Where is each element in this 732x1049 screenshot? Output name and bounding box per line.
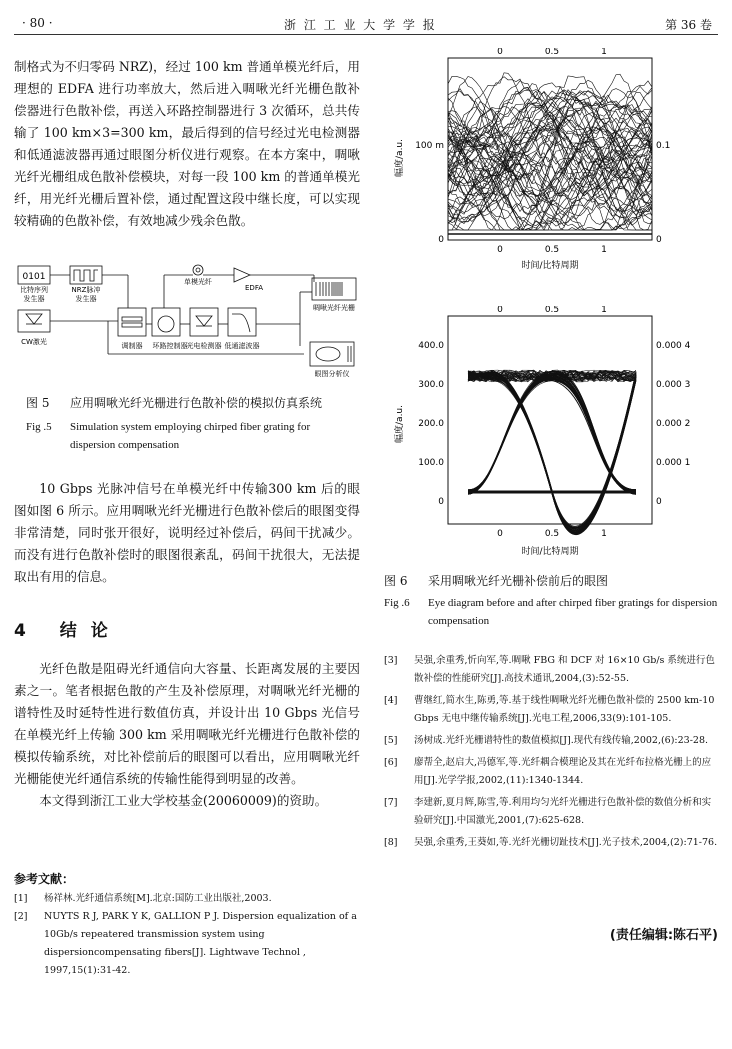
low-pass-filter bbox=[225, 308, 260, 350]
bot-xtick-05-top: 0.5 bbox=[544, 306, 560, 315]
eye-trace bbox=[468, 372, 636, 527]
references-left bbox=[14, 890, 360, 980]
eye-trace bbox=[468, 374, 636, 534]
eye-trace bbox=[468, 372, 636, 533]
eye-trace bbox=[468, 374, 636, 531]
eye-trace bbox=[468, 372, 636, 531]
reference-text: 汤树成.光纤光栅谱特性的数值模拟[J].现代有线传输,2002,(6):23-28. bbox=[414, 735, 709, 746]
bot-ytick-400: 400.0 bbox=[418, 341, 444, 351]
bot-xtick-05: 0.5 bbox=[544, 529, 560, 539]
reference-number: [8] bbox=[384, 837, 398, 848]
top-xtick-1-top: 1 bbox=[601, 48, 607, 57]
reference-number: [7] bbox=[384, 797, 398, 808]
bot-ytick-300: 300.0 bbox=[418, 380, 444, 390]
reference-item bbox=[384, 692, 720, 728]
top-ytick-right-0: 0 bbox=[656, 235, 662, 245]
eye-trace bbox=[468, 374, 636, 531]
bot-rtick-0: 0 bbox=[656, 497, 662, 507]
left-column-top bbox=[14, 56, 360, 232]
chirped-fbg bbox=[312, 278, 356, 312]
reference-text: 廖帮全,赵启大,冯德军,等.光纤耦合模理论及其在光纤布拉格光栅上的应用[J].光学学报,2002,(11):1340-1344. bbox=[414, 757, 712, 786]
top-xtick-0: 0 bbox=[497, 245, 503, 255]
fig5-caption-en: Simulation system employing chirped fiber grating for dispersion compensation bbox=[70, 421, 311, 451]
reference-number: [5] bbox=[384, 735, 398, 746]
fig6-caption-zh: 采用啁啾光纤光栅补偿前后的眼图 bbox=[428, 574, 609, 588]
bot-xtick-1: 1 bbox=[601, 529, 607, 539]
figure-6-bottom-eye bbox=[388, 306, 728, 566]
bot-ytick-0: 0 bbox=[438, 497, 444, 507]
reference-text: NUYTS R J, PARK Y K, GALLION P J. Dispersion equalization of a 10Gb/s repeatered transmission system using dispersioncompensating fibers[J]. Lightwave Technol , 1997,15(1):31-42. bbox=[44, 911, 357, 976]
eye-trace bbox=[468, 375, 636, 532]
section-title: 结论 bbox=[59, 621, 122, 641]
svg-text:环路控制器: 环路控制器 bbox=[152, 342, 188, 350]
left-column-middle bbox=[14, 478, 360, 588]
eye-trace bbox=[448, 168, 652, 230]
eye-trace bbox=[468, 372, 636, 532]
reference-number: [4] bbox=[384, 695, 398, 706]
reference-text: 吴强,余重秀,王葵如,等.光纤光栅切趾技术[J].光子技术,2004,(2):71-76. bbox=[414, 837, 718, 848]
reference-text: 李建新,夏月辉,陈雪,等.利用均匀光纤光栅进行色散补偿的数值分析和实验研究[J].中国激光,2001,(7):625-628. bbox=[414, 797, 712, 826]
svg-text:调制器: 调制器 bbox=[121, 342, 143, 350]
reference-item bbox=[384, 834, 720, 852]
figure-6-caption bbox=[384, 570, 720, 630]
eye-trace bbox=[468, 376, 636, 533]
cw-laser bbox=[18, 310, 50, 346]
eye-trace bbox=[468, 373, 636, 531]
top-xtick-0-top: 0 bbox=[497, 48, 503, 57]
fig5-label-zh: 图 5 bbox=[26, 396, 50, 410]
top-eye-traces bbox=[448, 73, 652, 230]
reference-number: [2] bbox=[14, 911, 28, 922]
eye-trace bbox=[468, 373, 636, 526]
reference-number: [3] bbox=[384, 655, 398, 666]
top-ylabel: 幅度/a.u. bbox=[395, 139, 405, 177]
volume-label: 第 36 卷 bbox=[665, 18, 712, 32]
bits-label-1: 比特序列 bbox=[20, 286, 48, 294]
section-number: 4 bbox=[14, 621, 40, 641]
eye-trace bbox=[468, 374, 636, 528]
bot-ytick-200: 200.0 bbox=[418, 419, 444, 429]
reference-item bbox=[384, 732, 720, 750]
top-ytick-0: 0 bbox=[438, 235, 444, 245]
fig6-label-zh: 图 6 bbox=[384, 574, 408, 588]
eye-trace bbox=[468, 374, 636, 533]
eye-trace bbox=[468, 371, 636, 531]
eye-trace bbox=[468, 372, 636, 533]
conclusion bbox=[14, 658, 360, 812]
eye-trace bbox=[468, 373, 636, 531]
eye-trace bbox=[468, 372, 636, 532]
eye-trace bbox=[468, 371, 636, 531]
svg-text:光电检测器: 光电检测器 bbox=[186, 342, 222, 350]
top-xtick-1: 1 bbox=[601, 245, 607, 255]
svg-text:单模光纤: 单模光纤 bbox=[184, 278, 212, 286]
reference-text: 吴强,余重秀,忻向军,等.啁啾 FBG 和 DCF 对 16×10 Gb/s 系统进行色散补偿的性能研究[J].高技术通讯,2004,(3):52-55. bbox=[414, 655, 715, 684]
page-header bbox=[14, 6, 718, 35]
eye-trace bbox=[468, 373, 636, 534]
journal-name: 浙 江 工 业 大 学 学 报 bbox=[284, 18, 437, 32]
eye-analyzer bbox=[310, 342, 354, 378]
figure-6-top-eye bbox=[388, 48, 728, 300]
fig5-label-en: Fig .5 bbox=[26, 421, 52, 433]
figure-5-caption bbox=[26, 392, 346, 454]
bot-xtick-1-top: 1 bbox=[601, 306, 607, 315]
bot-ytick-100: 100.0 bbox=[418, 458, 444, 468]
edfa-amplifier bbox=[234, 268, 263, 292]
eye-trace bbox=[468, 374, 636, 528]
svg-text:EDFA: EDFA bbox=[245, 284, 263, 292]
body-paragraph-2: 10 Gbps 光脉冲信号在单模光纤中传输300 km 后的眼图如图 6 所示。应用啁啾光纤光栅进行色散补偿后的眼图变得非常清楚，同时张开很好，说明经过补偿后，码间干扰减少。而没有进行色散补偿时的眼图很紊乱，码间干扰很大，无法提取出有用的信息。 bbox=[14, 481, 360, 584]
eye-trace bbox=[468, 372, 636, 528]
eye-trace bbox=[468, 374, 636, 534]
svg-text:发生器: 发生器 bbox=[75, 295, 97, 303]
eye-trace bbox=[468, 373, 636, 529]
bit-sequence-generator bbox=[18, 266, 50, 303]
fig6-label-en: Fig .6 bbox=[384, 597, 410, 609]
eye-trace bbox=[468, 371, 636, 529]
bot-rtick-3: 0.000 3 bbox=[656, 380, 691, 390]
bottom-eye-traces bbox=[468, 370, 636, 535]
bot-xtick-0: 0 bbox=[497, 529, 503, 539]
reference-text: 曹继红,简水生,陈勇,等.基于线性啁啾光纤光栅色散补偿的 2500 km-10 Gbps 无电中继传输系统[J].光电工程,2006,33(9):101-105. bbox=[414, 695, 715, 724]
reference-item bbox=[384, 652, 720, 688]
eye-trace bbox=[468, 373, 636, 532]
reference-number: [1] bbox=[14, 893, 28, 904]
modulator bbox=[118, 308, 146, 350]
reference-number: [6] bbox=[384, 757, 398, 768]
eye-trace bbox=[468, 372, 636, 533]
eye-trace bbox=[468, 374, 636, 528]
top-ytick-100m: 100 m bbox=[415, 141, 444, 151]
eye-trace bbox=[468, 372, 636, 533]
references-title: 参考文献： bbox=[14, 872, 75, 886]
bits-code: 0101 bbox=[22, 272, 46, 282]
top-xtick-05-top: 0.5 bbox=[544, 48, 560, 57]
eye-trace bbox=[468, 372, 636, 528]
reference-item bbox=[14, 890, 360, 908]
nrz-pulse-generator bbox=[70, 266, 102, 303]
reference-text: 杨祥林.光纤通信系统[M].北京:国防工业出版社,2003. bbox=[44, 893, 272, 904]
photodetector bbox=[187, 308, 222, 350]
reference-item bbox=[14, 908, 360, 980]
top-ytick-right-01: 0.1 bbox=[656, 141, 671, 151]
eye-trace bbox=[468, 373, 636, 530]
body-paragraph-1: 制格式为不归零码 NRZ)，经过 100 km 普通单模光纤后，用理想的 EDFA 进行功率放大，然后进入啁啾光纤光栅色散补偿器进行色散补偿，再送入环路控制器进行 3 次循环，总共传输了 100 km×3=300 km，最后得到的信号经过光电检测器和低通滤波器再通过眼图分析仪进行观察。在本方案中，啁啾光纤光栅组成色散补偿模块，对每一段 100 km 的普通单模光纤，用光纤光栅后置补偿，通过配置这段中继长度，可以实现较精确的色散补偿，有效地减少残余色散。 bbox=[14, 59, 360, 228]
bits-label-2: 发生器 bbox=[23, 295, 45, 303]
acknowledgement: 本文得到浙江工业大学校基金(20060009)的资助。 bbox=[39, 793, 328, 808]
fig5-caption-zh: 应用啁啾光纤光栅进行色散补偿的模拟仿真系统 bbox=[70, 396, 323, 410]
references-right bbox=[384, 652, 720, 856]
svg-text:NRZ脉冲: NRZ脉冲 bbox=[71, 286, 101, 294]
top-xtick-05: 0.5 bbox=[544, 245, 560, 255]
svg-text:啁啾光纤光栅: 啁啾光纤光栅 bbox=[313, 304, 355, 312]
bot-ylabel: 幅度/a.u. bbox=[395, 405, 405, 443]
eye-trace bbox=[468, 374, 636, 528]
bot-rtick-4: 0.000 4 bbox=[656, 341, 691, 351]
eye-trace bbox=[468, 372, 636, 529]
eye-trace bbox=[468, 373, 636, 528]
svg-text:眼图分析仪: 眼图分析仪 bbox=[314, 370, 350, 378]
single-mode-fiber bbox=[184, 265, 212, 286]
eye-trace bbox=[468, 371, 636, 533]
bot-rtick-2: 0.000 2 bbox=[656, 419, 691, 429]
svg-text:CW激光: CW激光 bbox=[21, 338, 47, 346]
body-paragraph-3: 光纤色散是阻碍光纤通信向大容量、长距离发展的主要因素之一。笔者根据色散的产生及补偿原理，对啁啾光纤光栅的谱特性及时延特性进行数值仿真，并设计出 10 Gbps 光信号在单模光纤上传输 300 km 采用啁啾光纤光栅进行色散补偿的模拟传输系统，对比补偿前后的眼图可以看出，应用啁啾光纤光栅能使光纤通信系统的传输性能得到明显的改善。 bbox=[14, 661, 360, 786]
figure-5-diagram bbox=[14, 262, 360, 382]
bot-rtick-1: 0.000 1 bbox=[656, 458, 691, 468]
eye-trace bbox=[468, 372, 636, 527]
svg-text:低通滤波器: 低通滤波器 bbox=[224, 342, 260, 350]
reference-item bbox=[384, 794, 720, 830]
section-heading bbox=[14, 616, 122, 641]
fig6-caption-en: Eye diagram before and after chirped fiber gratings for dispersion compensation bbox=[428, 597, 718, 627]
page-number: · 80 · bbox=[22, 16, 53, 30]
top-xlabel: 时间/比特周期 bbox=[521, 261, 579, 271]
eye-trace bbox=[468, 374, 636, 527]
eye-trace bbox=[468, 376, 636, 535]
reference-item bbox=[384, 754, 720, 790]
editor-note: (责任编辑:陈石平) bbox=[609, 928, 718, 943]
loop-controller bbox=[152, 308, 188, 350]
eye-trace bbox=[468, 372, 636, 534]
eye-trace bbox=[468, 371, 636, 529]
bot-xtick-0-top: 0 bbox=[497, 306, 503, 315]
bot-xlabel: 时间/比特周期 bbox=[521, 547, 579, 557]
eye-trace bbox=[468, 377, 636, 534]
